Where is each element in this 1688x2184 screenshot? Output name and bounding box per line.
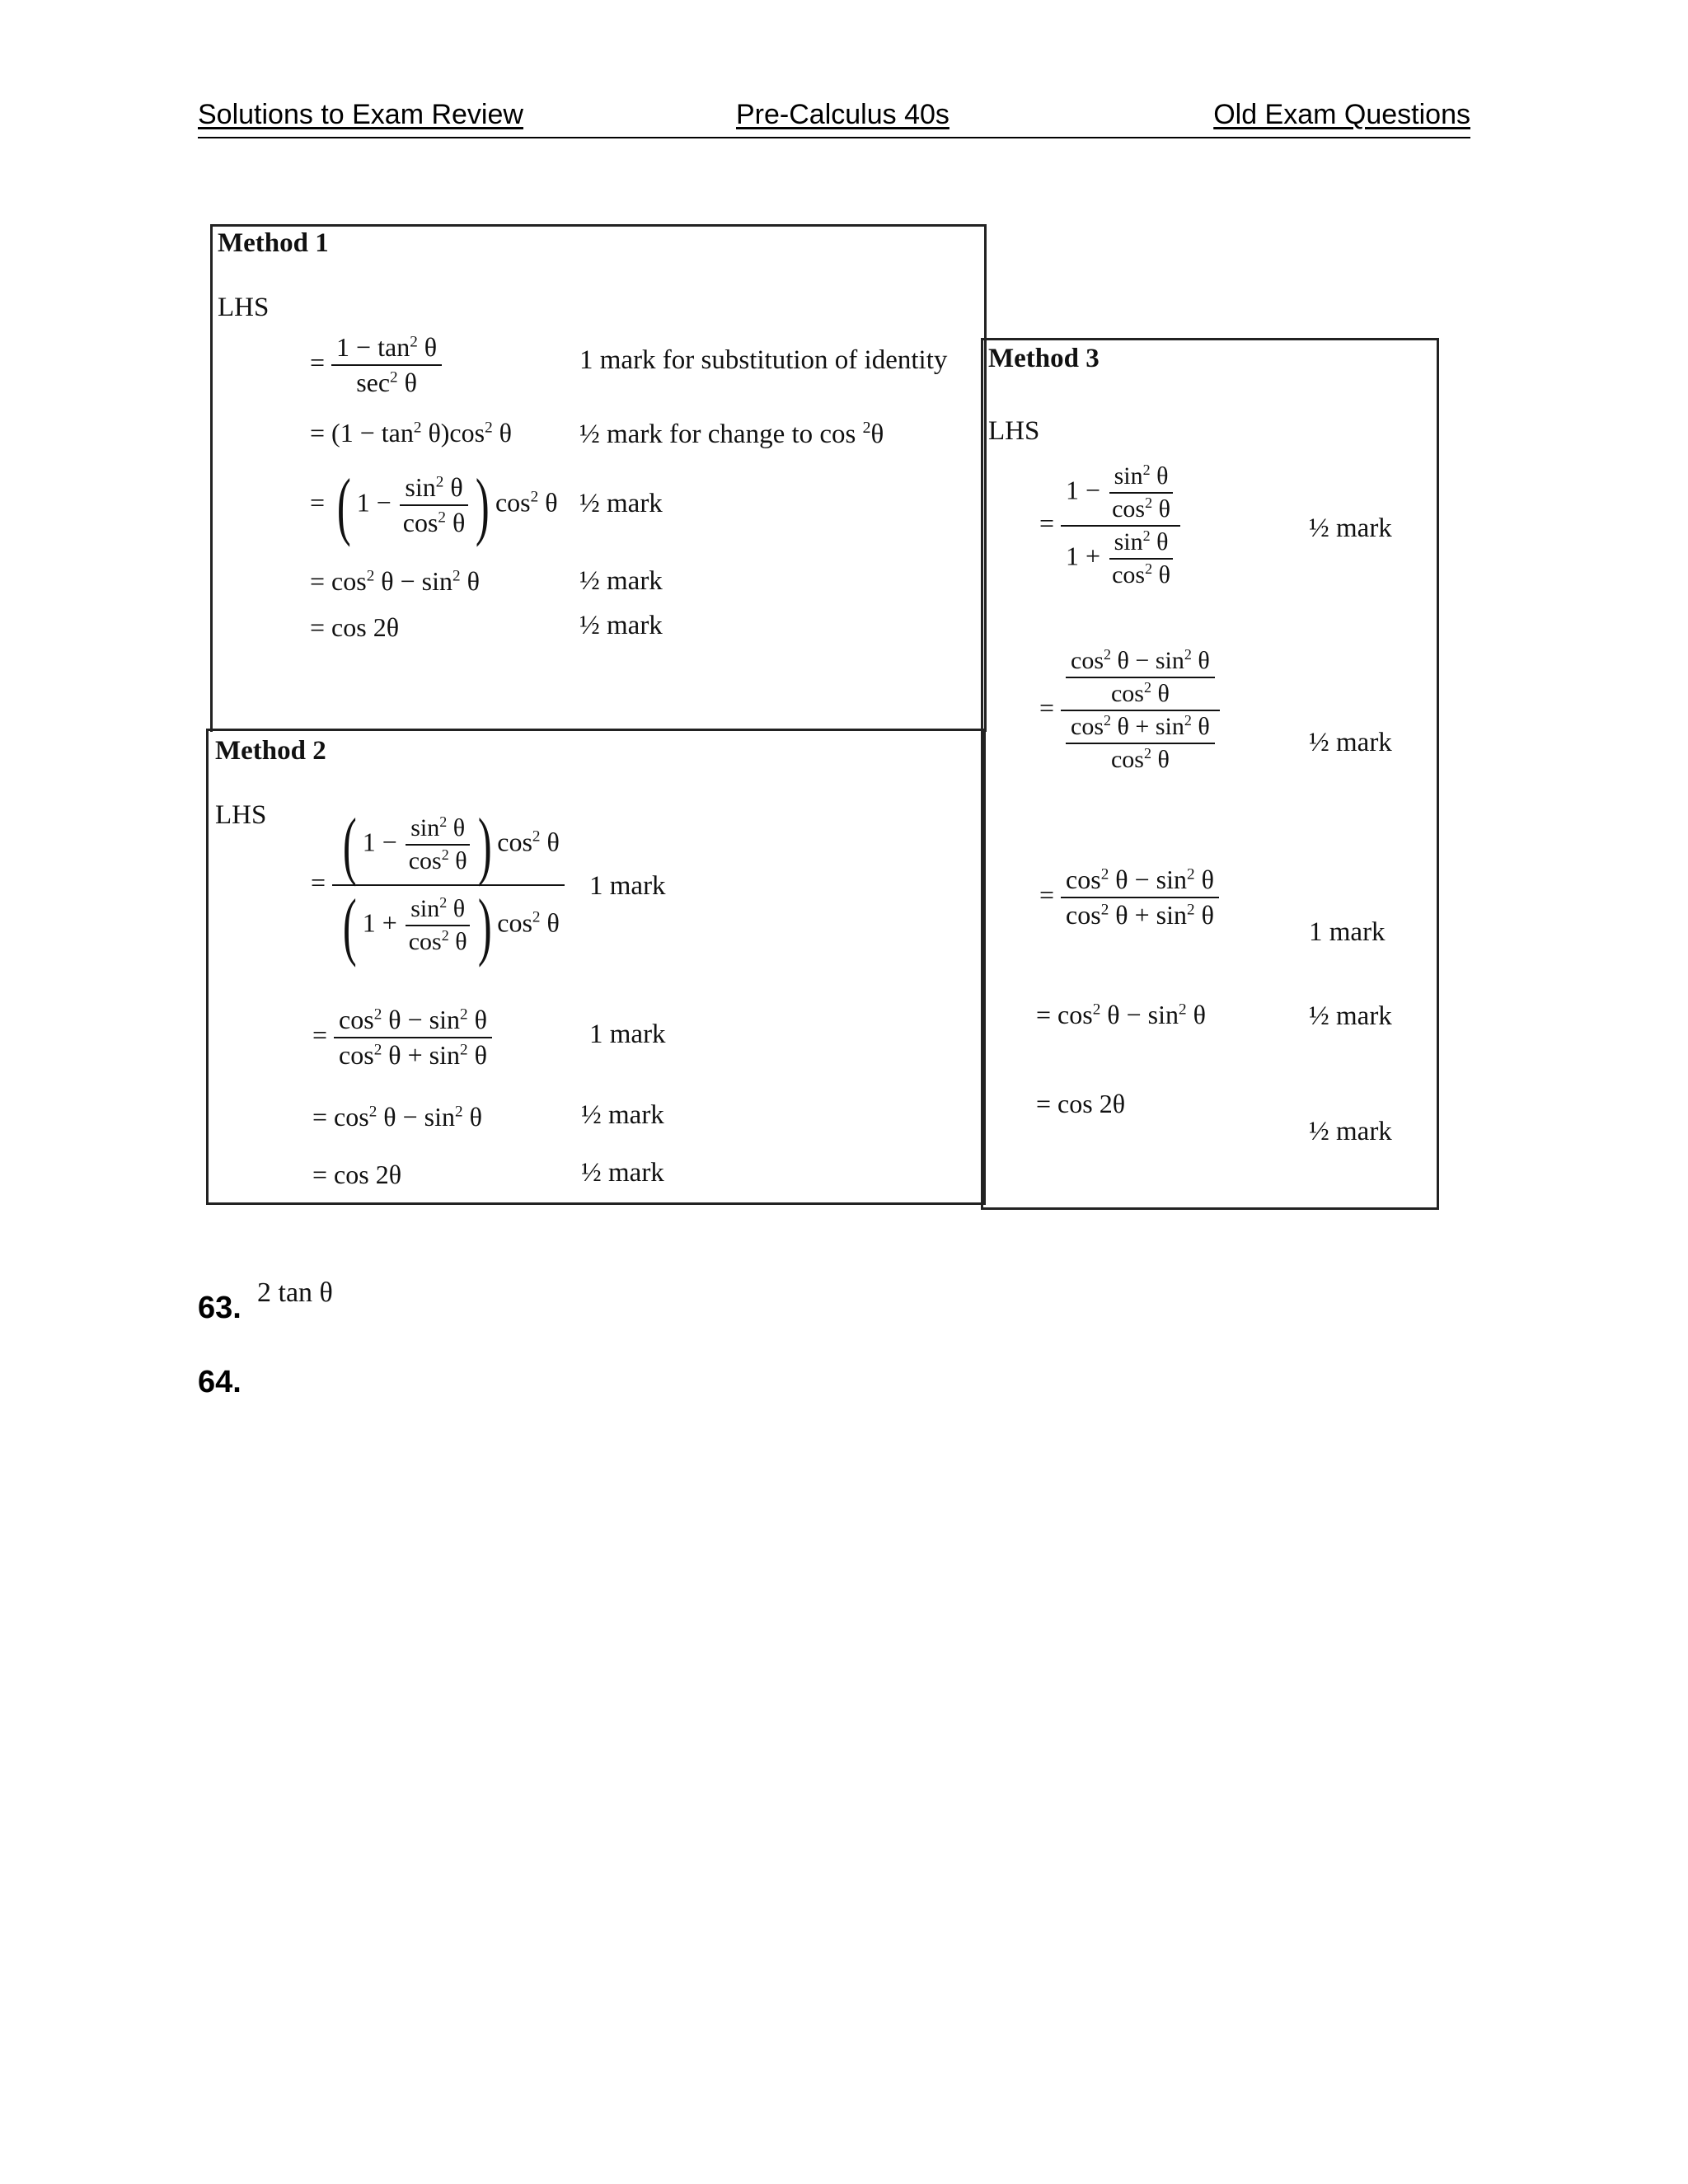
question-63-answer: 2 tan θ [257, 1277, 333, 1308]
method-2-lhs: LHS [215, 800, 267, 830]
method-3-step-4-mark: ½ mark [1309, 1001, 1392, 1031]
method-1-box [210, 224, 987, 732]
method-3-step-2-mark: ½ mark [1309, 728, 1392, 757]
method-1-lhs: LHS [218, 293, 270, 322]
method-1-step-3: = ( 1 − $\frac{\sin^2 \theta}{\cos^2 \theta}$ ) $\cos^2 \theta$ [310, 463, 558, 547]
method-1-step-3-mark: ½ mark [579, 489, 663, 518]
header-center: Pre-Calculus 40s [736, 99, 950, 130]
method-2-step-2-mark: 1 mark [589, 1019, 666, 1049]
method-3-step-5-mark: ½ mark [1309, 1117, 1392, 1146]
question-64-number: 64. [198, 1365, 241, 1399]
method-1-step-2: = $(1 - \tan^2 \theta)\cos^2$ θ [310, 418, 512, 448]
method-1-step-4-mark: ½ mark [579, 566, 663, 596]
header-right: Old Exam Questions [1213, 99, 1470, 130]
method-2-step-4-mark: ½ mark [581, 1158, 664, 1188]
equals-sign: = [310, 347, 326, 377]
method-3-lhs: LHS [988, 416, 1040, 446]
method-2-step-3: = $\cos^2 \theta - \sin^2 \theta$ [312, 1102, 482, 1132]
method-1-step-5-mark: ½ mark [579, 611, 663, 640]
method-2-step-1: = ( 1 − $\frac{\sin^2 \theta}{\cos^2 \theta}$ ) $\cos^2 \theta$ ( 1 + $\frac{\sin^2 \theta}{\cos^2 \theta}$ ) $\cos^2 \theta$ [311, 807, 565, 963]
method-1-step-2-mark: ½ mark for change to cos $^2$θ [579, 419, 884, 449]
method-2-step-1-mark: 1 mark [589, 871, 666, 901]
method-3-box [981, 338, 1439, 1210]
header-left: Solutions to Exam Review [198, 99, 523, 130]
method-3-step-5: = cos 2θ [1036, 1089, 1126, 1118]
method-3-step-3: = $\frac{\cos^2 \theta - \sin^2 \theta}{\cos^2 \theta + \sin^2 \theta}$ [1039, 865, 1219, 930]
fraction: $\frac{1 - \tan^2 \theta}{\sec^2 \theta}$ [331, 332, 442, 398]
method-2-step-4: = cos 2θ [312, 1160, 402, 1189]
method-1-step-1 [310, 332, 442, 398]
method-3-step-2: = $\frac{\frac{\cos^2 \theta - \sin^2 \theta}{\cos^2 \theta}}{\frac{\cos^2 \theta + \sin^2 \theta}{\cos^2 \theta}}$ [1039, 647, 1220, 774]
method-2-box [206, 729, 986, 1205]
method-1-title: Method 1 [218, 228, 329, 258]
question-63-number: 63. [198, 1291, 241, 1325]
method-3-title: Method 3 [988, 344, 1100, 373]
method-3-step-3-mark: 1 mark [1309, 917, 1386, 947]
method-3-step-1: = 1 − $\frac{\sin^2 \theta}{\cos^2 \theta}$ 1 + $\frac{\sin^2 \theta}{\cos^2 \theta}$ [1039, 462, 1180, 589]
method-1-step-5: = cos 2θ [310, 612, 400, 642]
method-3-step-1-mark: ½ mark [1309, 513, 1392, 543]
method-2-title: Method 2 [215, 736, 326, 766]
method-2-step-3-mark: ½ mark [581, 1100, 664, 1130]
page-header [198, 97, 1470, 138]
method-2-step-2: = $\frac{\cos^2 \theta - \sin^2 \theta}{\cos^2 \theta + \sin^2 \theta}$ [312, 1005, 492, 1071]
method-3-step-4: = $\cos^2 \theta - \sin^2 \theta$ [1036, 1000, 1206, 1029]
method-1-step-4: = $\cos^2 \theta - \sin^2 \theta$ [310, 566, 480, 596]
method-1-step-1-mark: 1 mark for substitution of identity [579, 345, 948, 375]
